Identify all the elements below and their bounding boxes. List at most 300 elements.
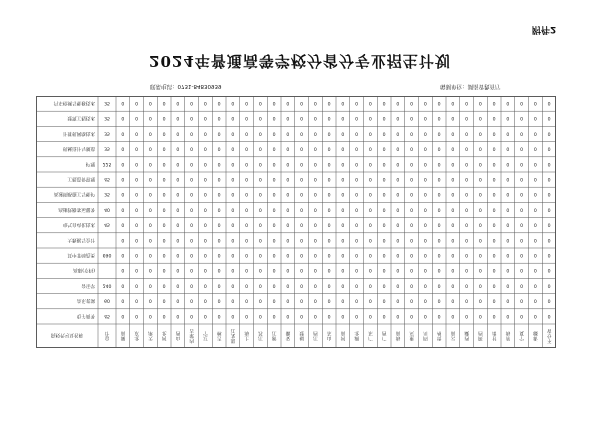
table-row-value: 0 [327, 297, 331, 303]
table-row-value: 0 [355, 160, 359, 166]
table-row-value: 0 [272, 206, 276, 212]
table-row-value: 0 [258, 267, 262, 273]
table-row-value: 0 [396, 206, 400, 212]
table-row-name: 音乐学 [81, 282, 95, 288]
table-row-value: 0 [533, 176, 537, 181]
table-row-value: 0 [190, 100, 194, 105]
table-row-value: 0 [396, 252, 400, 257]
table-row-total: 225 [102, 160, 112, 166]
table-row-value: 0 [327, 312, 331, 318]
table-row-value: 0 [327, 236, 331, 242]
table-row-value: 0 [245, 282, 249, 288]
table-row-value: 0 [300, 282, 304, 288]
table-row-value: 0 [520, 236, 524, 242]
table-row-value: 0 [190, 206, 194, 212]
table-row-value: 0 [148, 282, 152, 288]
table-row-value: 0 [217, 191, 221, 197]
table-row-value: 0 [410, 191, 414, 197]
header-cell-region: 江 [230, 327, 236, 333]
table-row-value: 0 [396, 297, 400, 303]
table-row-value: 0 [382, 267, 386, 273]
table-row-name: 大数据与会计 [67, 236, 95, 242]
table-row-value: 0 [465, 221, 469, 227]
table-row-value: 0 [368, 236, 372, 242]
table-row-value: 0 [533, 282, 537, 288]
table-row-value: 0 [492, 206, 496, 212]
table-row-value: 0 [217, 267, 221, 273]
table-row-value: 0 [162, 130, 166, 136]
table-row-value: 0 [162, 252, 166, 257]
table-row-value: 0 [451, 312, 455, 318]
table-row-value: 0 [465, 130, 469, 136]
header-cell-region: 海 [505, 329, 511, 335]
header-cell-region: 贵 [436, 335, 442, 341]
table-row-value: 0 [478, 176, 482, 181]
table-row-value: 0 [245, 312, 249, 318]
table-row-value: 0 [313, 221, 317, 227]
table-row-value: 0 [231, 312, 235, 318]
table-row-value: 0 [217, 252, 221, 257]
table-row-value: 0 [410, 312, 414, 318]
table-row-value: 0 [327, 160, 331, 166]
table-row-value: 0 [135, 176, 139, 181]
table-row-total: 690 [102, 252, 112, 257]
table-row-value: 0 [327, 130, 331, 136]
table-row-value: 0 [148, 191, 152, 197]
table-row-value: 0 [423, 206, 427, 212]
table-row-value: 0 [465, 282, 469, 288]
table-row-value: 0 [286, 236, 290, 242]
table-row-value: 0 [300, 206, 304, 212]
table-row-value: 0 [121, 191, 125, 197]
table-row-value: 0 [410, 221, 414, 227]
table-row-value: 0 [176, 145, 180, 151]
table-row-value: 0 [176, 100, 180, 105]
table-row-value: 0 [162, 297, 166, 303]
table-row-value: 0 [547, 176, 551, 181]
table-row-value: 0 [300, 267, 304, 273]
table-row-value: 0 [203, 160, 207, 166]
table-row-value: 0 [341, 191, 345, 197]
table-row-value: 0 [382, 297, 386, 303]
header-cell-region: 州 [436, 329, 442, 335]
header-cell-region: 北 [354, 329, 359, 335]
table-row-value: 0 [492, 312, 496, 318]
table-row-value: 0 [368, 145, 372, 151]
table-row-value: 0 [272, 282, 276, 288]
table-row-value: 0 [478, 160, 482, 166]
table-row-value: 0 [341, 145, 345, 151]
table-row-value: 0 [286, 252, 290, 257]
table-row-value: 0 [423, 297, 427, 303]
table-row-value: 0 [258, 312, 262, 318]
table-row-value: 0 [176, 176, 180, 181]
header-cell-region: 浙 [271, 335, 277, 341]
compiler-unit: 编制单位：湖南省教育厅 [440, 83, 501, 89]
table-row-value: 0 [478, 221, 482, 227]
table-row-value: 0 [533, 100, 537, 105]
table-row-value: 0 [341, 282, 345, 288]
header-cell-region: 省 [546, 327, 552, 333]
table-row-value: 0 [313, 115, 317, 121]
table-row-name: 计算机网络技术 [62, 130, 95, 136]
header-cell-region: 东 [326, 329, 332, 335]
header-cell-region: 建 [299, 329, 304, 335]
table-row-value: 0 [313, 236, 317, 242]
table-row-value: 0 [465, 160, 469, 166]
header-cell-region: 徽 [285, 329, 291, 335]
table-row-value: 0 [451, 221, 455, 227]
table-row-value: 0 [148, 160, 152, 166]
table-row-value: 0 [520, 176, 524, 181]
table-row-value: 0 [217, 312, 221, 318]
table-row-value: 0 [162, 282, 166, 288]
table-row-value: 0 [300, 115, 304, 121]
table-row-value: 0 [313, 191, 317, 197]
table-row-value: 0 [492, 221, 496, 227]
table-row-value: 0 [547, 221, 551, 227]
table-row-value: 0 [520, 312, 524, 318]
header-cell-region: 苏 [258, 329, 263, 335]
table-row-value: 0 [190, 236, 194, 242]
table-row-name: 高速铁路客运服务 [58, 206, 95, 212]
table-row-value: 0 [272, 267, 276, 273]
table-row-value: 0 [478, 145, 482, 151]
table-row-value: 0 [121, 206, 125, 212]
table-row-value: 0 [547, 115, 551, 121]
table-row-value: 0 [231, 252, 235, 257]
table-row-value: 0 [190, 160, 194, 166]
table-row-value: 0 [272, 176, 276, 181]
table-row-value: 0 [245, 297, 249, 303]
table-row-value: 0 [135, 115, 139, 121]
table-row-value: 0 [451, 100, 455, 105]
table-row-value: 0 [396, 236, 400, 242]
table-row-value: 0 [478, 252, 482, 257]
header-cell-region: 藏 [464, 329, 469, 335]
table-row-value: 0 [341, 100, 345, 105]
table-row-value: 0 [313, 206, 317, 212]
table-row-value: 0 [176, 160, 180, 166]
table-row-value: 0 [135, 236, 139, 242]
table-row-value: 0 [286, 176, 290, 181]
table-row-value: 0 [245, 176, 249, 181]
header-cell-region: 新 [533, 335, 538, 341]
table-row-value: 0 [547, 312, 551, 318]
table-row-value: 0 [396, 100, 400, 105]
header-cell-region: 云 [450, 335, 456, 341]
table-row-value: 0 [148, 297, 152, 303]
table-row-value: 0 [272, 252, 276, 257]
table-row-value: 0 [286, 100, 290, 105]
table-row-value: 0 [231, 100, 235, 105]
table-row-value: 0 [410, 145, 414, 151]
table-row-value: 0 [382, 145, 386, 151]
table-row-value: 0 [368, 282, 372, 288]
table-row-value: 0 [547, 267, 551, 273]
table-row-value: 0 [148, 206, 152, 212]
table-row-value: 0 [437, 115, 441, 121]
table-row-value: 0 [313, 252, 317, 257]
table-row-value: 0 [465, 206, 469, 212]
table-row-value: 0 [231, 191, 235, 197]
table-row-value: 0 [148, 145, 152, 151]
table-row-value: 0 [245, 100, 249, 105]
table-row-value: 0 [355, 236, 359, 242]
table-row-value: 0 [382, 160, 386, 166]
table-row-value: 0 [272, 236, 276, 242]
table-row-value: 0 [135, 297, 139, 303]
table-row-value: 0 [382, 252, 386, 257]
header-cell-region: 安 [285, 335, 291, 341]
header-cell-region: 甘 [491, 335, 497, 341]
table-row-value: 0 [437, 221, 441, 227]
table-row-value: 0 [547, 130, 551, 136]
table-row-value: 0 [203, 191, 207, 197]
table-row-value: 0 [176, 267, 180, 273]
table-row-value: 0 [286, 221, 290, 227]
table-row-value: 0 [135, 191, 139, 197]
table-row-value: 0 [327, 145, 331, 151]
table-row-value: 0 [162, 312, 166, 318]
table-row-value: 0 [327, 221, 331, 227]
table-row-value: 0 [313, 312, 317, 318]
table-row-value: 0 [478, 297, 482, 303]
table-row-value: 0 [368, 130, 372, 136]
table-row-value: 0 [506, 297, 510, 303]
table-row-value: 0 [396, 115, 400, 121]
table-row-value: 0 [451, 236, 455, 242]
table-row-value: 0 [217, 130, 221, 136]
table-row-value: 0 [437, 145, 441, 151]
header-cell-region: 河 [340, 335, 346, 341]
table-row-value: 0 [176, 206, 180, 212]
table-row-value: 0 [203, 176, 207, 181]
table-row-value: 0 [190, 221, 194, 227]
header-cell-region: 东 [368, 329, 373, 335]
table-row-value: 0 [176, 130, 180, 136]
table-row-value: 0 [162, 267, 166, 273]
header-cell-region: 川 [423, 329, 428, 335]
table-row-name: 电子商务 [76, 312, 95, 318]
plan-table [36, 96, 556, 348]
table-row-name: 机械设计与制造 [62, 145, 95, 151]
table-row-name: 汽车检测与维修技术 [53, 100, 95, 105]
table-row-total: 45 [104, 312, 110, 318]
table-row-value: 0 [203, 267, 207, 273]
table-row-value: 0 [465, 176, 469, 181]
table-row-value: 0 [121, 100, 125, 105]
table-row-value: 0 [410, 115, 414, 121]
table-row-value: 0 [300, 100, 304, 105]
table-row-value: 0 [355, 282, 359, 288]
table-row-value: 0 [368, 252, 372, 257]
table-row-value: 0 [451, 252, 455, 257]
table-row-value: 0 [245, 160, 249, 166]
table-row-value: 0 [258, 176, 262, 181]
table-row-value: 0 [176, 282, 180, 288]
table-row-value: 0 [382, 312, 386, 318]
table-row-value: 0 [492, 252, 496, 257]
table-row-value: 0 [437, 236, 441, 242]
table-row-value: 0 [355, 100, 359, 105]
header-cell-region: 南 [340, 329, 346, 335]
table-row-value: 0 [437, 130, 441, 136]
table-row-value: 0 [272, 297, 276, 303]
table-row-value: 0 [286, 115, 290, 121]
table-row-value: 0 [258, 100, 262, 105]
table-row-value: 0 [355, 312, 359, 318]
table-row-value: 0 [410, 252, 414, 257]
table-row-value: 0 [231, 115, 235, 121]
header-cell-region: 西 [478, 329, 483, 335]
table-row-value: 0 [423, 312, 427, 318]
table-row-value: 0 [272, 191, 276, 197]
table-row-value: 0 [162, 221, 166, 227]
header-cell-region: 西 [381, 329, 387, 335]
table-row-total: 45 [104, 176, 110, 181]
table-row-value: 0 [190, 176, 194, 181]
table-row-value: 0 [423, 267, 427, 273]
table-row-value: 0 [410, 160, 414, 166]
table-row-value: 0 [121, 267, 125, 273]
table-row-value: 0 [217, 221, 221, 227]
table-row-value: 0 [231, 221, 235, 227]
table-row-value: 0 [148, 267, 152, 273]
header-cell-name: 院校代号及名称 [50, 332, 84, 337]
table-row-value: 0 [410, 297, 414, 303]
table-row-value: 0 [313, 267, 317, 273]
table-row-value: 0 [492, 191, 496, 197]
table-row-value: 0 [520, 252, 524, 257]
plan-table-grid [36, 96, 556, 348]
table-row-value: 0 [547, 100, 551, 105]
table-row-name: 音乐表演 [76, 297, 95, 303]
table-row-value: 0 [121, 221, 125, 227]
table-row-value: 0 [148, 236, 152, 242]
table-row-value: 0 [368, 297, 372, 303]
header-cell-region: 古 [189, 327, 194, 333]
table-row-value: 0 [492, 115, 496, 121]
table-row-value: 0 [135, 100, 139, 105]
table-row-value: 0 [176, 312, 180, 318]
table-row-value: 0 [258, 160, 262, 166]
table-row-value: 0 [437, 100, 441, 105]
table-row-value: 0 [382, 282, 386, 288]
table-row-value: 0 [410, 206, 414, 212]
header-cell-region: 湖 [354, 335, 359, 341]
table-row-value: 0 [135, 130, 139, 136]
table-row-value: 0 [533, 130, 537, 136]
table-row-value: 0 [451, 297, 455, 303]
table-row-total: 35 [104, 145, 110, 151]
table-row-value: 0 [341, 176, 345, 181]
table-row-value: 0 [506, 160, 510, 166]
header-cell-region: 山 [175, 335, 181, 341]
table-row-value: 0 [533, 267, 537, 273]
table-row-value: 0 [190, 252, 194, 257]
table-row-value: 0 [423, 115, 427, 121]
table-row-value: 0 [368, 267, 372, 273]
table-row-value: 0 [437, 267, 441, 273]
table-row-name: 工程造价管理 [67, 176, 95, 181]
table-row-value: 0 [451, 267, 455, 273]
table-row-value: 0 [520, 145, 524, 151]
table-row-value: 0 [341, 236, 345, 242]
table-row-value: 0 [162, 176, 166, 181]
table-row-value: 0 [423, 100, 427, 105]
header-cell-region: 不 [546, 337, 552, 343]
table-row-value: 0 [203, 312, 207, 318]
table-row-value: 0 [217, 100, 221, 105]
table-row-value: 0 [300, 252, 304, 257]
table-row-total: 40 [104, 206, 110, 212]
table-row-value: 0 [258, 236, 262, 242]
table-row-value: 0 [121, 115, 125, 121]
table-row-value: 0 [286, 267, 290, 273]
table-row-value: 0 [135, 206, 139, 212]
header-cell-region: 江 [271, 329, 277, 335]
table-row-value: 0 [231, 176, 235, 181]
header-cell-region: 龙 [230, 332, 236, 338]
table-row-value: 0 [148, 221, 152, 227]
table-row-value: 0 [231, 130, 235, 136]
table-row-value: 0 [327, 206, 331, 212]
table-row-value: 0 [506, 206, 510, 212]
table-row-value: 0 [217, 206, 221, 212]
table-row-value: 0 [135, 252, 139, 257]
table-row-value: 0 [465, 297, 469, 303]
table-row-value: 0 [327, 267, 331, 273]
table-row-value: 0 [162, 236, 166, 242]
table-row-value: 0 [520, 282, 524, 288]
table-row-value: 0 [478, 115, 482, 121]
table-row-value: 0 [272, 221, 276, 227]
table-row-value: 0 [313, 282, 317, 288]
table-row-value: 0 [423, 236, 427, 242]
table-row-value: 0 [423, 145, 427, 151]
table-row-value: 0 [121, 130, 125, 136]
table-row-value: 0 [245, 130, 249, 136]
table-row-name: 高职(专科) [73, 267, 95, 273]
table-row-value: 0 [135, 221, 139, 227]
table-row-value: 0 [203, 100, 207, 105]
header-cell-region: 吉 [216, 335, 222, 341]
table-row-total: 35 [104, 100, 110, 105]
table-row-value: 0 [355, 130, 359, 136]
table-row-value: 0 [465, 252, 469, 257]
table-row-value: 0 [121, 252, 125, 257]
table-row-value: 0 [451, 130, 455, 136]
table-row-value: 0 [148, 100, 152, 105]
table-row-value: 0 [176, 115, 180, 121]
table-row-value: 0 [245, 252, 249, 257]
table-row-value: 0 [520, 115, 524, 121]
header-cell-region: 山 [326, 335, 332, 341]
header-cell-total: 总 [104, 335, 110, 341]
header-cell-region: 北 [134, 335, 139, 341]
table-row-value: 0 [451, 115, 455, 121]
header-cell-region: 广 [368, 335, 373, 341]
table-row-value: 0 [231, 297, 235, 303]
header-cell-region: 京 [134, 329, 139, 335]
table-row-value: 0 [203, 221, 207, 227]
table-row-value: 0 [382, 236, 386, 242]
table-row-value: 0 [547, 160, 551, 166]
table-row-name: 高速铁路施工与维护 [53, 191, 95, 197]
table-row-value: 0 [355, 145, 359, 151]
table-row-value: 0 [451, 176, 455, 181]
